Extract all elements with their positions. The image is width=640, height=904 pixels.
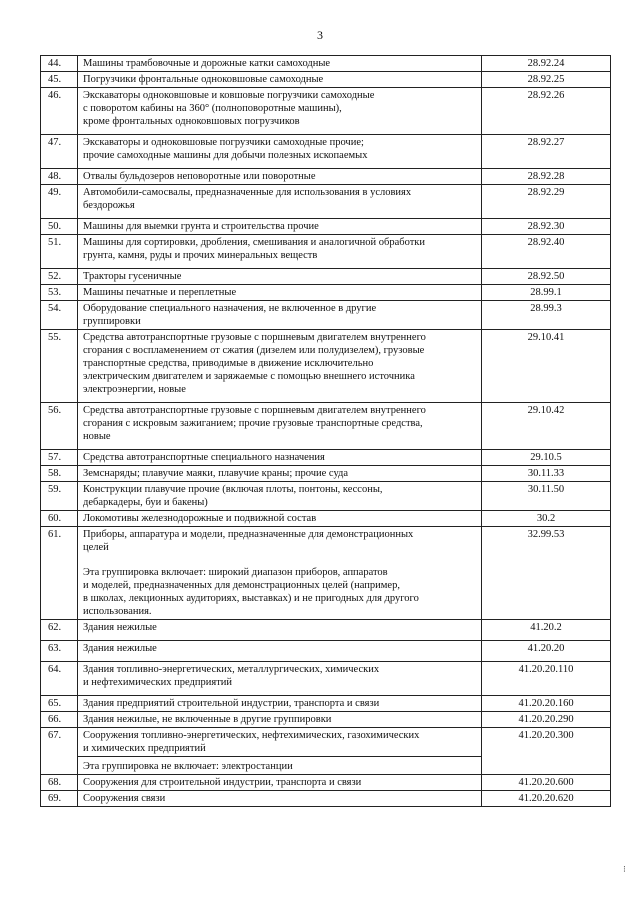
row-description (78, 88, 482, 135)
table-row (41, 56, 611, 72)
description-text: Сооружения топливно-энергетических, нефтехимических, газохимических и химических предприятий (83, 730, 420, 754)
row-code: 28.92.24 (482, 56, 611, 72)
table-row (41, 696, 611, 712)
row-number: 50. (41, 219, 78, 235)
table-row (41, 482, 611, 511)
description-text: Тракторы гусеничные (83, 271, 182, 282)
row-code: 41.20.20.620 (482, 791, 611, 807)
description-text: Локомотивы железнодорожные и подвижной состав (83, 513, 317, 524)
table-row (41, 185, 611, 219)
row-code: 41.20.20.300 (482, 728, 611, 775)
description-text: Средства автотранспортные специального назначения (83, 452, 325, 463)
row-description (78, 169, 482, 185)
margin-mark: ⁝ (623, 864, 626, 874)
row-description (78, 511, 482, 527)
row-code: 28.92.50 (482, 269, 611, 285)
row-number: 52. (41, 269, 78, 285)
row-code: 41.20.20.290 (482, 712, 611, 728)
row-code: 28.92.29 (482, 185, 611, 219)
row-code: 30.2 (482, 511, 611, 527)
row-code: 41.20.2 (482, 620, 611, 641)
description-text: Средства автотранспортные грузовые с поршневым двигателем внутреннего сгорания с воспламенением от сжатия (дизелем или полудизелем), грузовые транспортные средства, приводимые в движение исключительно электрическим двигателем и заряжаемые с помощью внешнего источника электроэнергии, новые (83, 332, 426, 395)
row-number: 54. (41, 301, 78, 330)
row-number: 64. (41, 662, 78, 696)
description-text: Экскаваторы одноковшовые и ковшовые погрузчики самоходные с поворотом кабины на 360° (полноповоротные машины), кроме фронтальных одноковшовых погрузчиков (83, 90, 375, 127)
row-description (78, 466, 482, 482)
row-number: 67. (41, 728, 78, 775)
row-number: 65. (41, 696, 78, 712)
row-code: 28.99.1 (482, 285, 611, 301)
description-text: Отвалы бульдозеров неповоротные или поворотные (83, 171, 316, 182)
description-text: Здания предприятий строительной индустрии, транспорта и связи (83, 698, 380, 709)
row-number: 45. (41, 72, 78, 88)
table-row (41, 662, 611, 696)
row-number: 57. (41, 450, 78, 466)
table-row (41, 301, 611, 330)
row-description (78, 235, 482, 269)
table-row (41, 641, 611, 662)
row-number: 63. (41, 641, 78, 662)
row-description (78, 72, 482, 88)
description-text: Конструкции плавучие прочие (включая плоты, понтоны, кессоны, дебаркадеры, буи и бакены) (83, 484, 383, 508)
description-text: Здания нежилые (83, 643, 157, 654)
table-row (41, 712, 611, 728)
table-row (41, 72, 611, 88)
row-code: 29.10.5 (482, 450, 611, 466)
row-description (78, 728, 482, 757)
row-code: 29.10.42 (482, 403, 611, 450)
row-code: 41.20.20.110 (482, 662, 611, 696)
description-text: Средства автотранспортные грузовые с поршневым двигателем внутреннего сгорания с искровым зажиганием; прочие грузовые транспортные средства, новые (83, 405, 426, 442)
row-description (78, 791, 482, 807)
row-number: 55. (41, 330, 78, 403)
row-description (78, 696, 482, 712)
row-description (78, 775, 482, 791)
row-code: 28.99.3 (482, 301, 611, 330)
table-row (41, 775, 611, 791)
description-text: Машины трамбовочные и дорожные катки самоходные (83, 58, 331, 69)
row-code: 28.92.27 (482, 135, 611, 169)
row-description (78, 330, 482, 403)
row-code: 28.92.40 (482, 235, 611, 269)
description-text: Земснаряды; плавучие маяки, плавучие краны; прочие суда (83, 468, 349, 479)
row-code: 28.92.26 (482, 88, 611, 135)
row-number: 53. (41, 285, 78, 301)
row-number: 68. (41, 775, 78, 791)
row-number: 44. (41, 56, 78, 72)
description-text: Приборы, аппаратура и модели, предназначенные для демонстрационных целей (83, 529, 414, 553)
table-body (41, 56, 611, 807)
row-description (78, 135, 482, 169)
exclusion-note: Эта группировка не включает: электростанции (78, 757, 482, 775)
row-code: 30.11.33 (482, 466, 611, 482)
description-text: Сооружения для строительной индустрии, транспорта и связи (83, 777, 362, 788)
description-text: Автомобили-самосвалы, предназначенные для использования в условиях бездорожья (83, 187, 412, 211)
description-text: Здания топливно-энергетических, металлургических, химических и нефтехимических предприятий (83, 664, 380, 688)
row-description (78, 712, 482, 728)
description-text: Сооружения связи (83, 793, 166, 804)
row-description (78, 662, 482, 696)
table-row (41, 527, 611, 620)
row-number: 47. (41, 135, 78, 169)
table-row (41, 285, 611, 301)
row-description (78, 185, 482, 219)
row-code: 29.10.41 (482, 330, 611, 403)
row-description (78, 269, 482, 285)
row-description (78, 56, 482, 72)
table-row (41, 88, 611, 135)
row-number: 69. (41, 791, 78, 807)
description-text: Экскаваторы и одноковшовые погрузчики самоходные прочие; прочие самоходные машины для добычи полезных ископаемых (83, 137, 368, 161)
description-text: Погрузчики фронтальные одноковшовые самоходные (83, 74, 324, 85)
description-text: Здания нежилые (83, 622, 157, 633)
table-row (41, 169, 611, 185)
description-text: Здания нежилые, не включенные в другие группировки (83, 714, 332, 725)
row-number: 62. (41, 620, 78, 641)
table-row (41, 330, 611, 403)
description-text: Машины для выемки грунта и строительства прочие (83, 221, 319, 232)
row-code: 28.92.25 (482, 72, 611, 88)
description-text: Оборудование специального назначения, не включенное в другие группировки (83, 303, 377, 327)
table-row (41, 466, 611, 482)
row-description (78, 527, 482, 620)
table-row (41, 135, 611, 169)
row-description (78, 641, 482, 662)
classification-table (40, 55, 611, 807)
row-description (78, 301, 482, 330)
row-code: 41.20.20 (482, 641, 611, 662)
row-code: 28.92.30 (482, 219, 611, 235)
row-number: 48. (41, 169, 78, 185)
row-number: 58. (41, 466, 78, 482)
row-number: 66. (41, 712, 78, 728)
table-row (41, 450, 611, 466)
row-code: 32.99.53 (482, 527, 611, 620)
row-description (78, 482, 482, 511)
row-number: 60. (41, 511, 78, 527)
row-description (78, 450, 482, 466)
row-number: 61. (41, 527, 78, 620)
description-text: Машины для сортировки, дробления, смешивания и аналогичной обработки грунта, камня, руды и прочих минеральных веществ (83, 237, 426, 261)
table-row (41, 511, 611, 527)
row-number: 49. (41, 185, 78, 219)
row-description (78, 219, 482, 235)
row-code: 41.20.20.600 (482, 775, 611, 791)
row-number: 46. (41, 88, 78, 135)
table-row (41, 269, 611, 285)
table-row (41, 791, 611, 807)
table-row (41, 620, 611, 641)
row-description (78, 285, 482, 301)
row-description (78, 403, 482, 450)
table-row (41, 728, 611, 757)
row-code: 41.20.20.160 (482, 696, 611, 712)
row-number: 56. (41, 403, 78, 450)
row-number: 59. (41, 482, 78, 511)
row-code: 28.92.28 (482, 169, 611, 185)
row-description (78, 620, 482, 641)
table-row (41, 403, 611, 450)
page-number: 3 (317, 28, 323, 42)
row-number: 51. (41, 235, 78, 269)
row-code: 30.11.50 (482, 482, 611, 511)
description-note: Эта группировка включает: широкий диапазон приборов, аппаратов и моделей, предназначенных для демонстрационных целей (например, в школах, лекционных аудиториях, выставках) и не пригодных для другого использования. (83, 567, 419, 617)
table-row (41, 235, 611, 269)
description-text: Машины печатные и переплетные (83, 287, 237, 298)
table-row (41, 219, 611, 235)
